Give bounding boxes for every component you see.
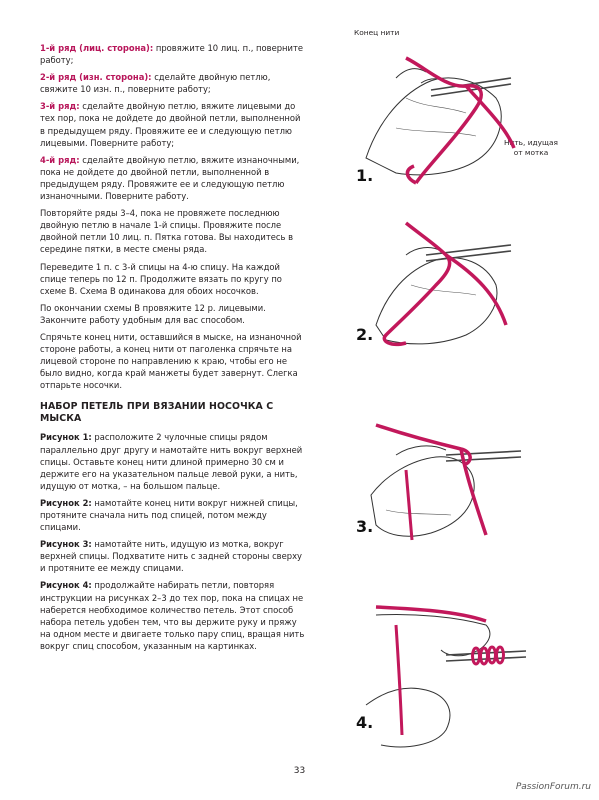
figure-3-illustration	[336, 415, 576, 565]
row-2-label: 2-й ряд (изн. сторона):	[40, 72, 152, 83]
figure-4-text	[40, 579, 308, 652]
figure-2-text	[40, 497, 308, 533]
row-4-text: сделайте двойную петлю, вяжите изнаночными, пока не дойдете до двойной петли, выполненной в предыдущем ряду. Провяжите ее и следующую петлю изнаночными. Поверните работу.	[40, 154, 300, 202]
figure-number: 1.	[356, 166, 374, 185]
figure-4	[336, 595, 576, 755]
figure-2-body: намотайте конец нити вокруг нижней спицы, протяните сначала нить под спицей, потом между спицами.	[40, 497, 298, 533]
figure-number: 2.	[356, 325, 374, 344]
figure-1-text	[40, 431, 308, 491]
row-2-text: сделайте двойную петлю, свяжите 10 изн. п., поверните работу;	[40, 72, 271, 95]
figure-1-body: расположите 2 чулочные спицы рядом параллельно друг другу и намотайте нить вокруг верхней спицы. Оставьте конец нити длиной примерно 30 см и держите его на указательном пальце левой руки, а нить, идущую от мотка, – на большом пальце.	[40, 432, 303, 491]
figure-1	[336, 38, 576, 198]
illustration-column	[336, 20, 576, 750]
page-number: 33	[293, 766, 306, 776]
yarn-strand	[376, 425, 470, 465]
figure-4-label: Рисунок 4:	[40, 580, 92, 591]
figure-1-label: Рисунок 1:	[40, 432, 92, 443]
section-heading: НАБОР ПЕТЕЛЬ ПРИ ВЯЗАНИИ НОСОЧКА С МЫСКА	[40, 401, 274, 425]
row-3	[40, 100, 308, 148]
paragraph: Повторяйте ряды 3–4, пока не провяжете последнюю двойную петлю в начале 1-й спицы. Провяжите после двойной петли 10 лиц. п. Пятка готова. Вы находитесь в середине пятки, в месте смены ряда.	[40, 208, 294, 255]
figure-number: 3.	[356, 517, 374, 536]
figure-3-body: намотайте нить, идущую из мотка, вокруг верхней спицы. Подхватите нить с задней стороны сверху и протяните ее между спицами.	[40, 539, 302, 574]
row-3-label: 3-й ряд:	[40, 101, 80, 112]
figure-2-label: Рисунок 2:	[40, 497, 92, 508]
row-1	[40, 42, 308, 66]
caption-yarn-from-ball: Нить, идущая от мотка	[504, 138, 558, 157]
paragraph: По окончании схемы В провяжите 12 р. лицевыми. Закончите работу удобным для вас способом.	[40, 302, 266, 325]
figure-2	[336, 215, 576, 365]
caption-yarn-end: Конец нити	[354, 28, 400, 37]
row-4	[40, 154, 308, 202]
row-2	[40, 71, 308, 95]
row-4-label: 4-й ряд:	[40, 154, 80, 165]
figure-3-label: Рисунок 3:	[40, 539, 92, 550]
paragraph: Спрячьте конец нити, оставшийся в мыске, на изнаночной стороне работы, а конец нити от паголенка спрячьте на лицевой стороне по направлению к краю, чтобы его не было видно, когда край манжеты будет завернут. Слегка отпарьте носочки.	[40, 331, 302, 391]
figure-3	[336, 415, 576, 565]
watermark: PassionForum.ru	[515, 782, 591, 792]
text-column	[40, 42, 308, 657]
paragraph: Переведите 1 п. с 3-й спицы на 4-ю спицу. На каждой спице теперь по 12 п. Продолжите вязать по кругу по схеме В. Схема В одинакова для обоих носочков.	[40, 261, 282, 296]
figure-number: 4.	[356, 713, 374, 732]
yarn-loops	[473, 647, 504, 664]
figure-3-text	[40, 538, 308, 574]
row-1-label: 1-й ряд (лиц. сторона):	[40, 43, 154, 53]
row-3-text: сделайте двойную петлю, вяжите лицевыми до тех пор, пока не дойдете до двойной петли, выполненной в предыдущем ряду. Провяжите ее и следующую петлю лицевыми. Поверните работу;	[40, 101, 301, 148]
figure-4-body: продолжайте набирать петли, повторяя инструкции на рисунках 2–3 до тех пор, пока на спицах не наберется необходимое количество петель. Этот способ набора петель удобен тем, что вы держите руку и пряжу на одном месте и двигаете только пару спиц, вращая нить вокруг спиц способом, указанным на картинках.	[40, 580, 305, 651]
row-1-text: провяжите 10 лиц. п., поверните работу;	[40, 43, 304, 66]
